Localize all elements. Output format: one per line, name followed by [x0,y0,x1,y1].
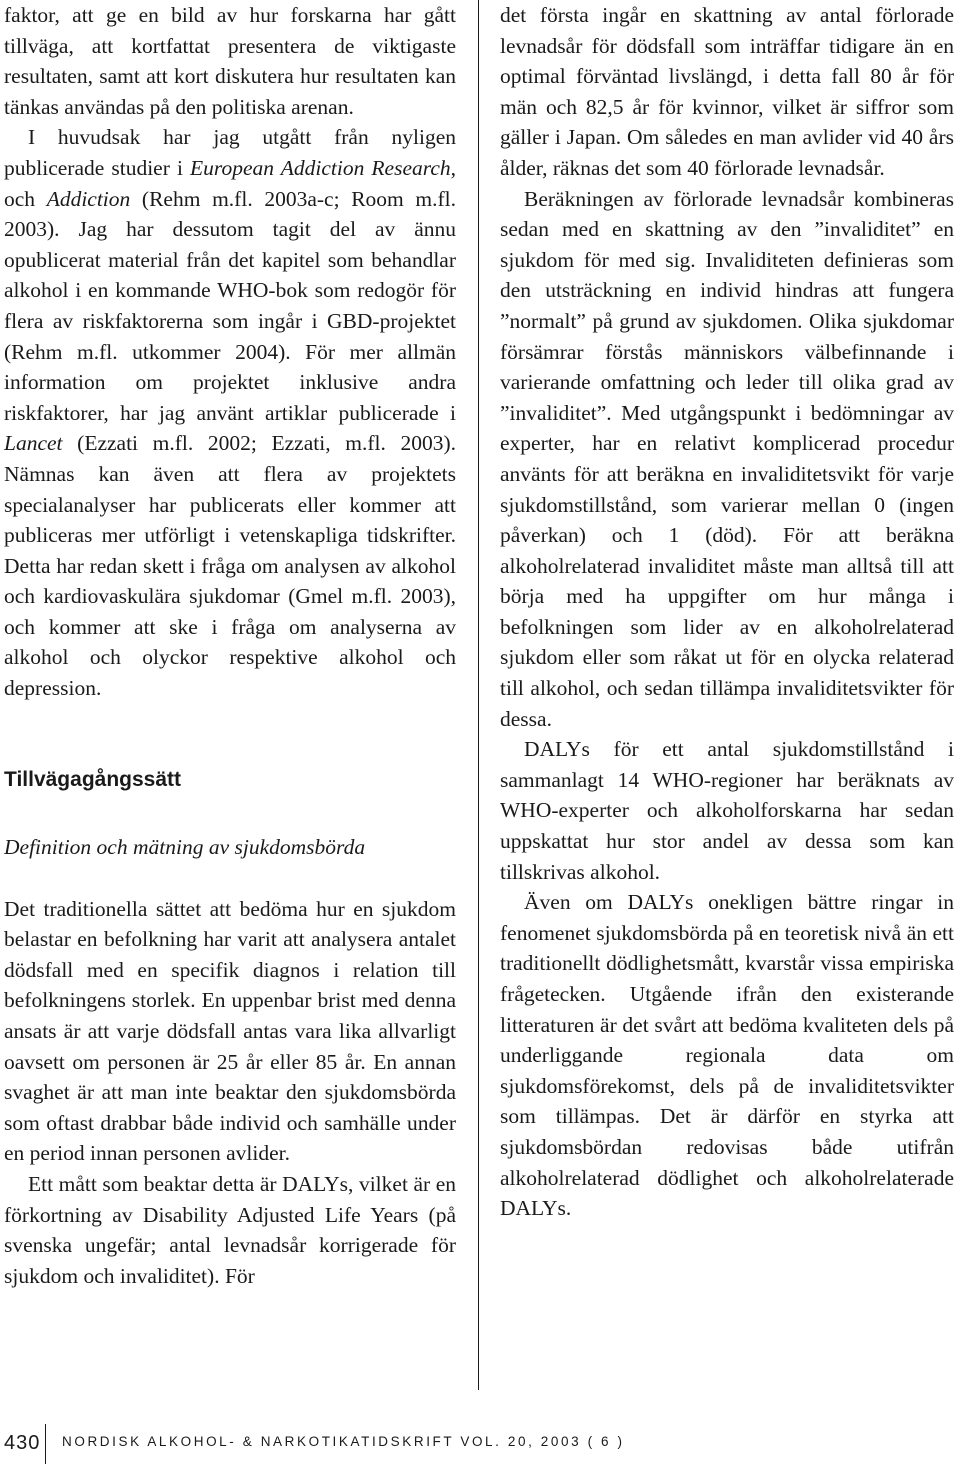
subsection-heading: Definition och mätning av sjukdomsbörda [4,834,366,859]
left-paragraph-4: Ett mått som beaktar detta är DALYs, vilket är en förkortning av Disability Adjusted Life Years (på svenska ungefär; antal levnadsår korrigerade för sjukdom och invaliditet). För [4,1172,456,1288]
left-column [4,0,456,1291]
right-column [500,0,954,1224]
journal-running-footer: NORDISK ALKOHOL- & NARKOTIKATIDSKRIFT VOL. 20, 2003 ( 6 ) [62,1434,625,1449]
page-footer [0,1424,960,1464]
right-paragraph-4: Även om DALYs onekligen bättre ringar in fenomenet sjukdomsbörda på en teoretisk nivå än ett traditionellt dödlighetsmått, kvarstår vissa empiriska frågetecken. Utgående ifrån den existerande litteraturen är det svårt att bedöma kvaliteten dels på underliggande regionala data om sjukdomsförekomst, dels på de invaliditetsvikter som tillämpas. Det är därför en styrka att sjukdomsbördan redovisas både utifrån alkoholrelaterad dödlighet och alkoholrelaterade DALYs. [500,890,954,1221]
page-number: 430 [4,1432,41,1454]
left-paragraph-1: faktor, att ge en bild av hur forskarna har gått tillväga, att kortfattat presentera de viktigaste resultaten, samt att kort diskutera hur resultaten kan tänkas användas på den politiska arenan. [4,3,456,119]
column-divider [478,0,479,1390]
journal-title-european-addiction-research: European Addiction Research [190,155,451,180]
right-paragraph-3: DALYs för ett antal sjukdomstillstånd i sammanlagt 14 WHO-regioner har beräknats av WHO-experter och alkoholforskarna har sedan uppskattat hur stor andel av dessa som kan tillskrivas alkohol. [500,737,954,884]
text-run: I huvudsak har jag utgått från nyligen publicerade studier i [4,125,456,180]
left-paragraph-3: Det traditionella sättet att bedöma hur en sjukdom belastar en befolkning har varit att analysera antalet dödsfall med en specifik diagnos i relation till befolkningens storlek. En uppenbar brist med denna ansats är att varje dödsfall antas vara lika allvarligt oavsett om personen är 25 år eller 85 år. En annan svaghet är att man inte beaktar den sjukdomsbörda som oftast drabbar både individ och samhälle under en period innan personen avlider. [4,896,456,1166]
text-run: , och [4,155,456,211]
right-paragraph-2: Beräkningen av förlorade levnadsår kombineras sedan med en skattning av den ”invaliditet” en sjukdom för med sig. Invaliditeten definieras som den utsträckning en individ hindras att fungera ”normalt” på grund av sjukdomen. Olika sjukdomar försämrar förstås människors välbefinnande i varierande omfattning och leder till olika grad av ”invaliditet”. Med utgångspunkt i bedömningar av experter, har en relativt komplicerad procedur använts för att beräkna en invaliditetsvikt för varje sjukdomstillstånd, som varierar mellan 0 (ingen påverkan) och 1 (död). För att beräkna alkoholrelaterad invaliditet måste man alltså till att börja med ha uppgifter om hur många i befolkningen som lider av en alkoholrelaterad sjukdom eller som råkat ut för en olycka relaterad till alkohol, och sedan tillämpa invaliditetsvikter för dessa. [500,186,954,731]
journal-title-lancet: Lancet [4,431,63,456]
text-run: (Ezzati m.fl. 2002; Ezzati, m.fl. 2003). Nämnas kan även att flera av projektets specialanalyser har publicerats eller kommer att publiceras mer utförligt i vetenskapliga tidskrifter. Detta har redan skett i fråga om analysen av alkohol och kardiovaskulära sjukdomar (Gmel m.fl. 2003), och kommer att ske i fråga om analyserna av alkohol och olyckor respektive alkohol och depression. [4,431,456,701]
section-heading: Tillvägagångssätt [4,767,182,791]
right-paragraph-1: det första ingår en skattning av antal förlorade levnadsår för dödsfall som inträffar tidigare än en optimal förväntad livslängd, i detta fall 80 år för män och 82,5 år för kvinnor, vilket är siffror som gäller i Japan. Om således en man avlider vid 40 års ålder, räknas det som 40 förlorade levnadsår. [500,3,954,180]
text-run: (Rehm m.fl. 2003a-c; Room m.fl. 2003). Jag har dessutom tagit del av ännu opublicerat material från det kapitel som behandlar alkohol i en kommande WHO-bok som redogör för flera av riskfaktorerna som ingår i GBD-projektet (Rehm m.fl. utkommer 2004). För mer allmän information om projektet inklusive andra riskfaktorer, har jag använt artiklar publicerade i [4,186,456,425]
journal-title-addiction: Addiction [46,186,131,211]
footer-divider [45,1424,46,1464]
left-paragraph-2 [4,122,456,703]
